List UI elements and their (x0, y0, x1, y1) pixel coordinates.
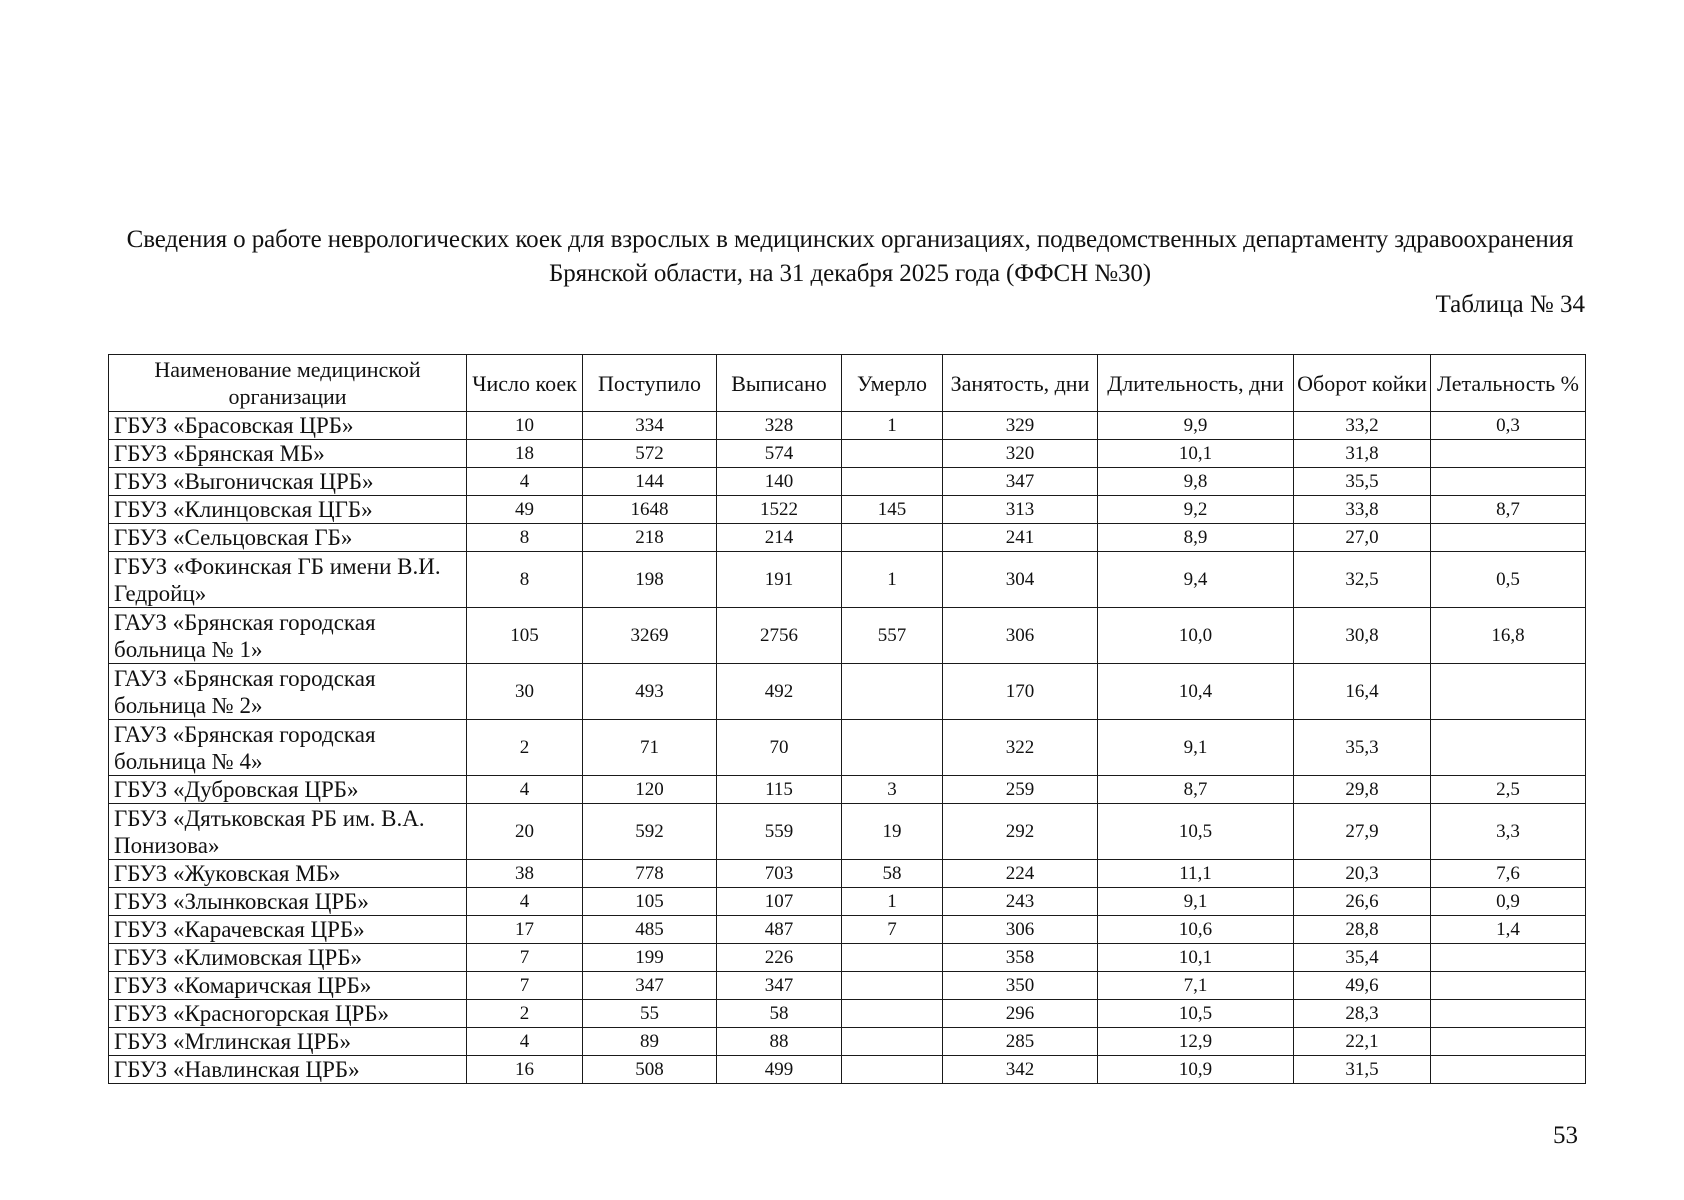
table-row (109, 888, 1586, 916)
table-row (109, 804, 1586, 860)
turnover-cell: 31,5 (1294, 1056, 1431, 1084)
table-row (109, 916, 1586, 944)
duration-cell: 9,1 (1098, 720, 1294, 776)
died-cell: 3 (842, 776, 943, 804)
died-cell (842, 468, 943, 496)
lethality-cell: 2,5 (1431, 776, 1586, 804)
occupancy-cell: 358 (943, 944, 1098, 972)
occupancy-cell: 296 (943, 1000, 1098, 1028)
organization-name-cell: ГБУЗ «Злынковская ЦРБ» (109, 888, 467, 916)
discharged-cell: 58 (717, 1000, 842, 1028)
died-cell (842, 664, 943, 720)
beds-cell: 4 (467, 468, 583, 496)
organization-name-cell: ГБУЗ «Мглинская ЦРБ» (109, 1028, 467, 1056)
died-cell (842, 440, 943, 468)
lethality-cell (1431, 972, 1586, 1000)
organization-name-cell: ГБУЗ «Дятьковская РБ им. В.А. Понизова» (109, 804, 467, 860)
admitted-cell: 198 (583, 552, 717, 608)
duration-cell: 9,8 (1098, 468, 1294, 496)
table-row (109, 440, 1586, 468)
lethality-cell: 0,5 (1431, 552, 1586, 608)
discharged-cell: 574 (717, 440, 842, 468)
table-row (109, 664, 1586, 720)
beds-cell: 20 (467, 804, 583, 860)
discharged-cell: 70 (717, 720, 842, 776)
duration-cell: 10,1 (1098, 944, 1294, 972)
admitted-cell: 572 (583, 440, 717, 468)
turnover-cell: 31,8 (1294, 440, 1431, 468)
lethality-cell (1431, 440, 1586, 468)
table-row (109, 1000, 1586, 1028)
column-header-died: Умерло (842, 355, 943, 412)
admitted-cell: 493 (583, 664, 717, 720)
admitted-cell: 508 (583, 1056, 717, 1084)
organization-name-cell: ГБУЗ «Комаричская ЦРБ» (109, 972, 467, 1000)
turnover-cell: 22,1 (1294, 1028, 1431, 1056)
beds-cell: 18 (467, 440, 583, 468)
admitted-cell: 485 (583, 916, 717, 944)
column-header-organization: Наименование медицинской организации (109, 355, 467, 412)
discharged-cell: 487 (717, 916, 842, 944)
duration-cell: 9,2 (1098, 496, 1294, 524)
column-header-turnover: Оборот койки (1294, 355, 1431, 412)
column-header-duration: Длительность, дни (1098, 355, 1294, 412)
beds-cell: 7 (467, 944, 583, 972)
beds-cell: 4 (467, 776, 583, 804)
duration-cell: 9,4 (1098, 552, 1294, 608)
lethality-cell: 3,3 (1431, 804, 1586, 860)
admitted-cell: 55 (583, 1000, 717, 1028)
organization-name-cell: ГБУЗ «Брянская МБ» (109, 440, 467, 468)
died-cell (842, 524, 943, 552)
organization-name-cell: ГБУЗ «Красногорская ЦРБ» (109, 1000, 467, 1028)
admitted-cell: 120 (583, 776, 717, 804)
occupancy-cell: 306 (943, 916, 1098, 944)
beds-cell: 8 (467, 524, 583, 552)
discharged-cell: 347 (717, 972, 842, 1000)
organization-name-cell: ГАУЗ «Брянская городская больница № 1» (109, 608, 467, 664)
occupancy-cell: 224 (943, 860, 1098, 888)
organization-name-cell: ГБУЗ «Навлинская ЦРБ» (109, 1056, 467, 1084)
occupancy-cell: 285 (943, 1028, 1098, 1056)
turnover-cell: 27,9 (1294, 804, 1431, 860)
duration-cell: 12,9 (1098, 1028, 1294, 1056)
organization-name-cell: ГБУЗ «Сельцовская ГБ» (109, 524, 467, 552)
occupancy-cell: 320 (943, 440, 1098, 468)
beds-cell: 8 (467, 552, 583, 608)
occupancy-cell: 292 (943, 804, 1098, 860)
turnover-cell: 26,6 (1294, 888, 1431, 916)
died-cell (842, 1000, 943, 1028)
duration-cell: 10,6 (1098, 916, 1294, 944)
lethality-cell: 0,9 (1431, 888, 1586, 916)
beds-cell: 2 (467, 720, 583, 776)
admitted-cell: 1648 (583, 496, 717, 524)
beds-cell: 30 (467, 664, 583, 720)
table-header-row (109, 355, 1586, 412)
died-cell: 145 (842, 496, 943, 524)
column-header-lethality: Летальность % (1431, 355, 1586, 412)
died-cell: 1 (842, 888, 943, 916)
discharged-cell: 115 (717, 776, 842, 804)
died-cell (842, 720, 943, 776)
duration-cell: 8,7 (1098, 776, 1294, 804)
organization-name-cell: ГБУЗ «Фокинская ГБ имени В.И. Гедройц» (109, 552, 467, 608)
turnover-cell: 35,4 (1294, 944, 1431, 972)
admitted-cell: 71 (583, 720, 717, 776)
organization-name-cell: ГБУЗ «Жуковская МБ» (109, 860, 467, 888)
occupancy-cell: 259 (943, 776, 1098, 804)
table-row (109, 468, 1586, 496)
occupancy-cell: 347 (943, 468, 1098, 496)
occupancy-cell: 243 (943, 888, 1098, 916)
beds-cell: 105 (467, 608, 583, 664)
occupancy-cell: 306 (943, 608, 1098, 664)
lethality-cell: 1,4 (1431, 916, 1586, 944)
lethality-cell: 7,6 (1431, 860, 1586, 888)
table-row (109, 972, 1586, 1000)
table-row (109, 776, 1586, 804)
discharged-cell: 559 (717, 804, 842, 860)
lethality-cell (1431, 1000, 1586, 1028)
duration-cell: 10,9 (1098, 1056, 1294, 1084)
organization-name-cell: ГБУЗ «Карачевская ЦРБ» (109, 916, 467, 944)
organization-name-cell: ГБУЗ «Выгоничская ЦРБ» (109, 468, 467, 496)
lethality-cell (1431, 1056, 1586, 1084)
turnover-cell: 35,3 (1294, 720, 1431, 776)
discharged-cell: 226 (717, 944, 842, 972)
died-cell (842, 944, 943, 972)
discharged-cell: 140 (717, 468, 842, 496)
admitted-cell: 144 (583, 468, 717, 496)
turnover-cell: 20,3 (1294, 860, 1431, 888)
duration-cell: 7,1 (1098, 972, 1294, 1000)
column-header-occupancy: Занятость, дни (943, 355, 1098, 412)
died-cell: 1 (842, 412, 943, 440)
admitted-cell: 3269 (583, 608, 717, 664)
beds-cell: 38 (467, 860, 583, 888)
turnover-cell: 49,6 (1294, 972, 1431, 1000)
occupancy-cell: 170 (943, 664, 1098, 720)
duration-cell: 10,5 (1098, 1000, 1294, 1028)
admitted-cell: 199 (583, 944, 717, 972)
turnover-cell: 16,4 (1294, 664, 1431, 720)
occupancy-cell: 329 (943, 412, 1098, 440)
died-cell: 1 (842, 552, 943, 608)
admitted-cell: 592 (583, 804, 717, 860)
discharged-cell: 214 (717, 524, 842, 552)
duration-cell: 8,9 (1098, 524, 1294, 552)
turnover-cell: 28,3 (1294, 1000, 1431, 1028)
column-header-admitted: Поступило (583, 355, 717, 412)
admitted-cell: 218 (583, 524, 717, 552)
beds-cell: 7 (467, 972, 583, 1000)
duration-cell: 11,1 (1098, 860, 1294, 888)
table-body (109, 412, 1586, 1084)
table-row (109, 412, 1586, 440)
discharged-cell: 499 (717, 1056, 842, 1084)
turnover-cell: 33,2 (1294, 412, 1431, 440)
discharged-cell: 107 (717, 888, 842, 916)
table-row (109, 1056, 1586, 1084)
beds-cell: 17 (467, 916, 583, 944)
turnover-cell: 35,5 (1294, 468, 1431, 496)
table-row (109, 552, 1586, 608)
discharged-cell: 1522 (717, 496, 842, 524)
died-cell: 19 (842, 804, 943, 860)
column-header-beds: Число коек (467, 355, 583, 412)
occupancy-cell: 313 (943, 496, 1098, 524)
duration-cell: 9,9 (1098, 412, 1294, 440)
beds-cell: 4 (467, 888, 583, 916)
lethality-cell: 8,7 (1431, 496, 1586, 524)
discharged-cell: 191 (717, 552, 842, 608)
lethality-cell: 16,8 (1431, 608, 1586, 664)
occupancy-cell: 304 (943, 552, 1098, 608)
beds-cell: 10 (467, 412, 583, 440)
table-label: Таблица № 34 (1435, 291, 1585, 318)
turnover-cell: 27,0 (1294, 524, 1431, 552)
died-cell: 58 (842, 860, 943, 888)
beds-cell: 2 (467, 1000, 583, 1028)
organization-name-cell: ГБУЗ «Дубровская ЦРБ» (109, 776, 467, 804)
duration-cell: 10,0 (1098, 608, 1294, 664)
table-row (109, 496, 1586, 524)
died-cell (842, 1028, 943, 1056)
discharged-cell: 492 (717, 664, 842, 720)
organization-name-cell: ГБУЗ «Брасовская ЦРБ» (109, 412, 467, 440)
admitted-cell: 89 (583, 1028, 717, 1056)
discharged-cell: 2756 (717, 608, 842, 664)
lethality-cell (1431, 1028, 1586, 1056)
organization-name-cell: ГБУЗ «Климовская ЦРБ» (109, 944, 467, 972)
table-row (109, 608, 1586, 664)
beds-cell: 4 (467, 1028, 583, 1056)
table-row (109, 860, 1586, 888)
duration-cell: 10,1 (1098, 440, 1294, 468)
lethality-cell: 0,3 (1431, 412, 1586, 440)
duration-cell: 9,1 (1098, 888, 1294, 916)
died-cell: 7 (842, 916, 943, 944)
discharged-cell: 88 (717, 1028, 842, 1056)
occupancy-cell: 322 (943, 720, 1098, 776)
column-header-discharged: Выписано (717, 355, 842, 412)
lethality-cell (1431, 944, 1586, 972)
discharged-cell: 328 (717, 412, 842, 440)
table-row (109, 720, 1586, 776)
organization-name-cell: ГАУЗ «Брянская городская больница № 2» (109, 664, 467, 720)
lethality-cell (1431, 468, 1586, 496)
turnover-cell: 29,8 (1294, 776, 1431, 804)
died-cell (842, 972, 943, 1000)
lethality-cell (1431, 524, 1586, 552)
admitted-cell: 105 (583, 888, 717, 916)
died-cell: 557 (842, 608, 943, 664)
duration-cell: 10,4 (1098, 664, 1294, 720)
neurology-beds-table (108, 354, 1586, 1084)
died-cell (842, 1056, 943, 1084)
document-title: Сведения о работе неврологических коек для взрослых в медицинских организациях, подведомственных департаменту здравоохранения Брянской области, на 31 декабря 2025 года (ФФСН №30) (126, 226, 1574, 287)
table-row (109, 944, 1586, 972)
admitted-cell: 334 (583, 412, 717, 440)
occupancy-cell: 350 (943, 972, 1098, 1000)
discharged-cell: 703 (717, 860, 842, 888)
occupancy-cell: 342 (943, 1056, 1098, 1084)
duration-cell: 10,5 (1098, 804, 1294, 860)
turnover-cell: 32,5 (1294, 552, 1431, 608)
table-row (109, 1028, 1586, 1056)
turnover-cell: 30,8 (1294, 608, 1431, 664)
turnover-cell: 33,8 (1294, 496, 1431, 524)
lethality-cell (1431, 664, 1586, 720)
table-row (109, 524, 1586, 552)
lethality-cell (1431, 720, 1586, 776)
admitted-cell: 347 (583, 972, 717, 1000)
beds-cell: 16 (467, 1056, 583, 1084)
turnover-cell: 28,8 (1294, 916, 1431, 944)
page-number: 53 (1553, 1122, 1578, 1149)
organization-name-cell: ГБУЗ «Клинцовская ЦГБ» (109, 496, 467, 524)
admitted-cell: 778 (583, 860, 717, 888)
organization-name-cell: ГАУЗ «Брянская городская больница № 4» (109, 720, 467, 776)
occupancy-cell: 241 (943, 524, 1098, 552)
beds-cell: 49 (467, 496, 583, 524)
